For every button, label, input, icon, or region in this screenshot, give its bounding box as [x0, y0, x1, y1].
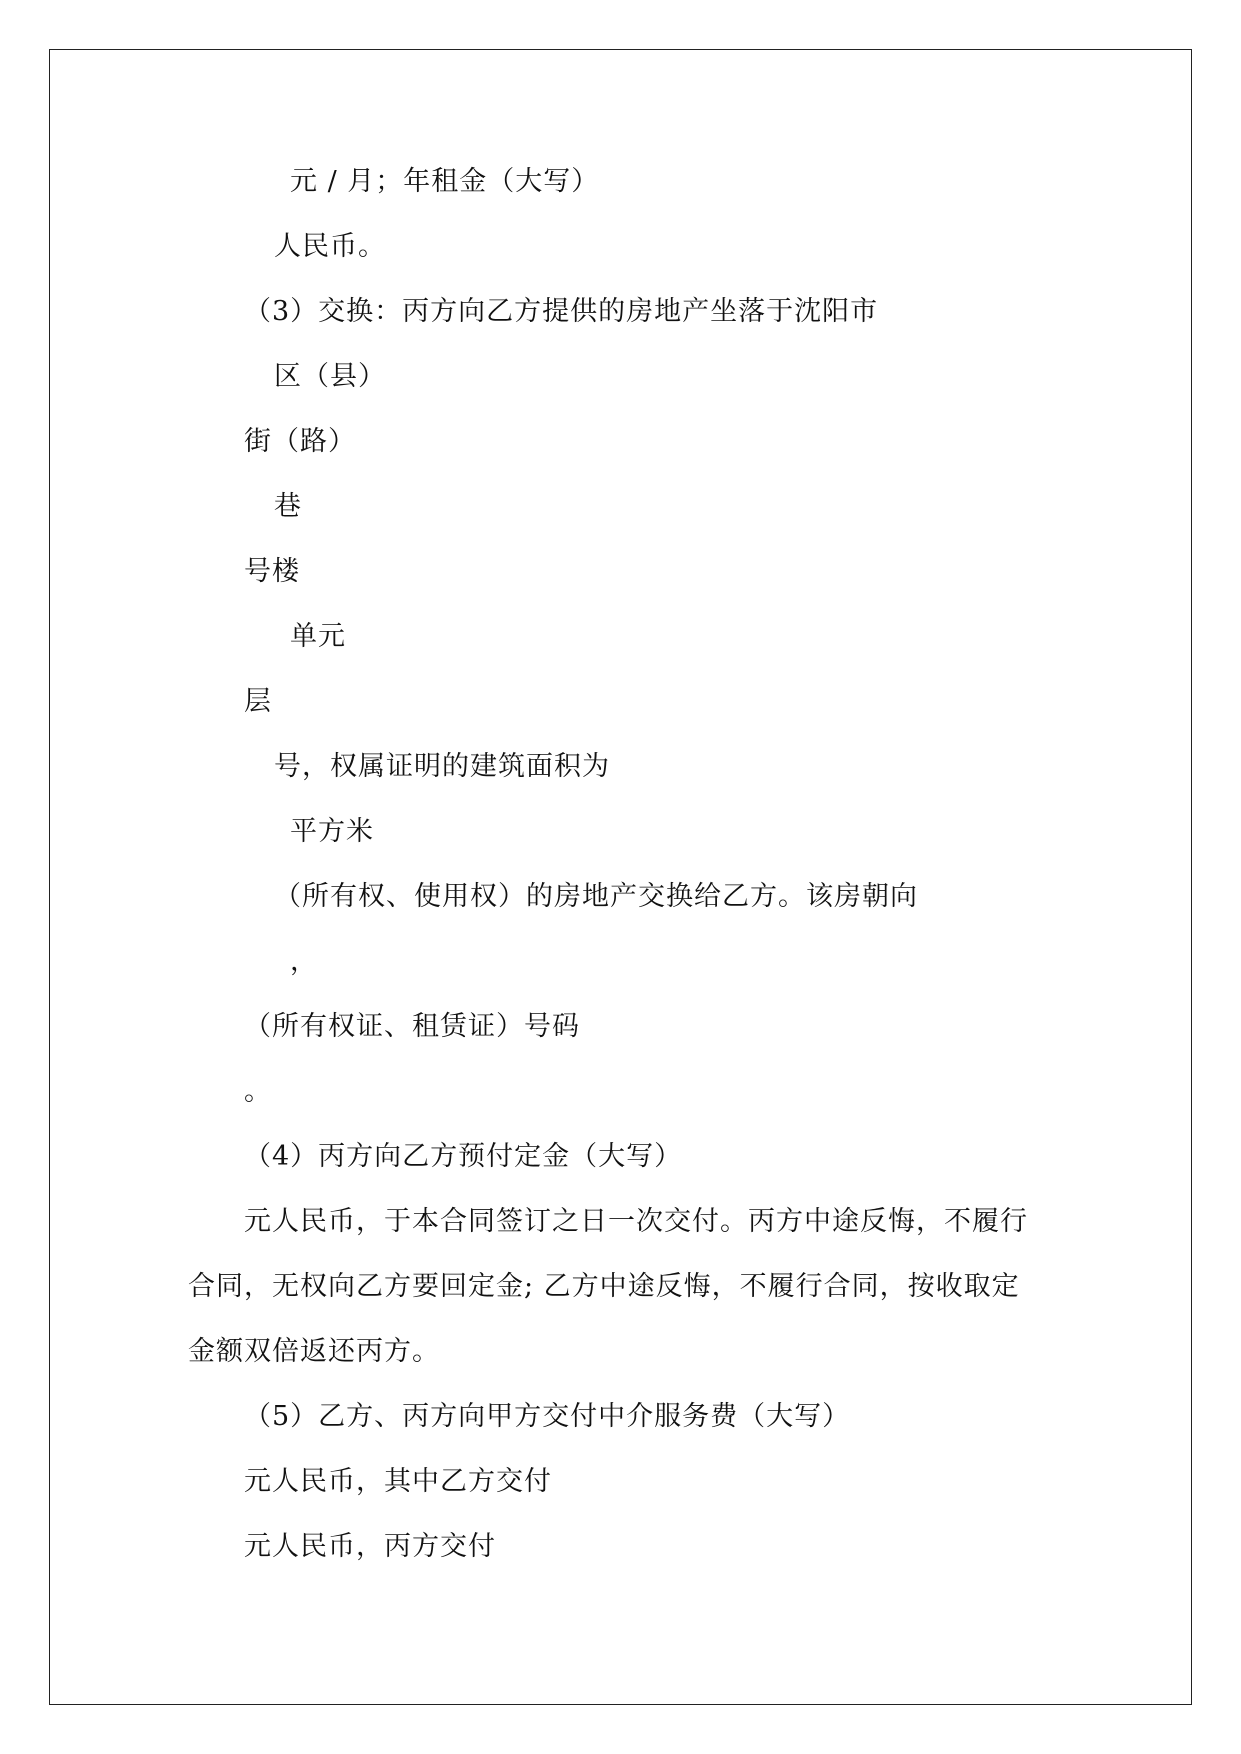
text-line-unit: 单元 — [290, 621, 346, 652]
text-line-floor: 层 — [244, 686, 272, 717]
text-line-deposit-3: 金额双倍返还丙方。 — [188, 1336, 440, 1367]
text-line-area: 号，权属证明的建筑面积为 — [274, 751, 610, 782]
text-line-fee-heading: （5）乙方、丙方向甲方交付中介服务费（大写） — [244, 1401, 851, 1432]
text-line-lane: 巷 — [274, 491, 302, 522]
text-line-rent-annual: 元 / 月；年租金（大写） — [290, 166, 600, 197]
text-line-sqm: 平方米 — [290, 816, 374, 847]
text-line-deposit-heading: （4）丙方向乙方预付定金（大写） — [244, 1141, 683, 1172]
text-line-building: 号楼 — [244, 556, 300, 587]
text-line-comma: ， — [290, 946, 318, 977]
text-line-rmb: 人民币。 — [274, 231, 386, 262]
text-line-deposit-1: 元人民币，于本合同签订之日一次交付。丙方中途反悔，不履行 — [244, 1206, 1028, 1237]
text-line-district: 区（县） — [274, 361, 386, 392]
text-line-certificate: （所有权证、租赁证）号码 — [244, 1011, 580, 1042]
text-line-street: 街（路） — [244, 426, 356, 457]
text-line-deposit-2: 合同，无权向乙方要回定金; 乙方中途反悔，不履行合同，按收取定 — [188, 1271, 1020, 1302]
text-line-exchange-heading: （3）交换：丙方向乙方提供的房地产坐落于沈阳市 — [244, 296, 879, 327]
text-line-period: 。 — [244, 1076, 272, 1107]
text-line-fee-party-c: 元人民币，丙方交付 — [244, 1531, 496, 1562]
text-line-ownership: （所有权、使用权）的房地产交换给乙方。该房朝向 — [274, 881, 918, 912]
text-line-fee-party-b: 元人民币，其中乙方交付 — [244, 1466, 552, 1497]
